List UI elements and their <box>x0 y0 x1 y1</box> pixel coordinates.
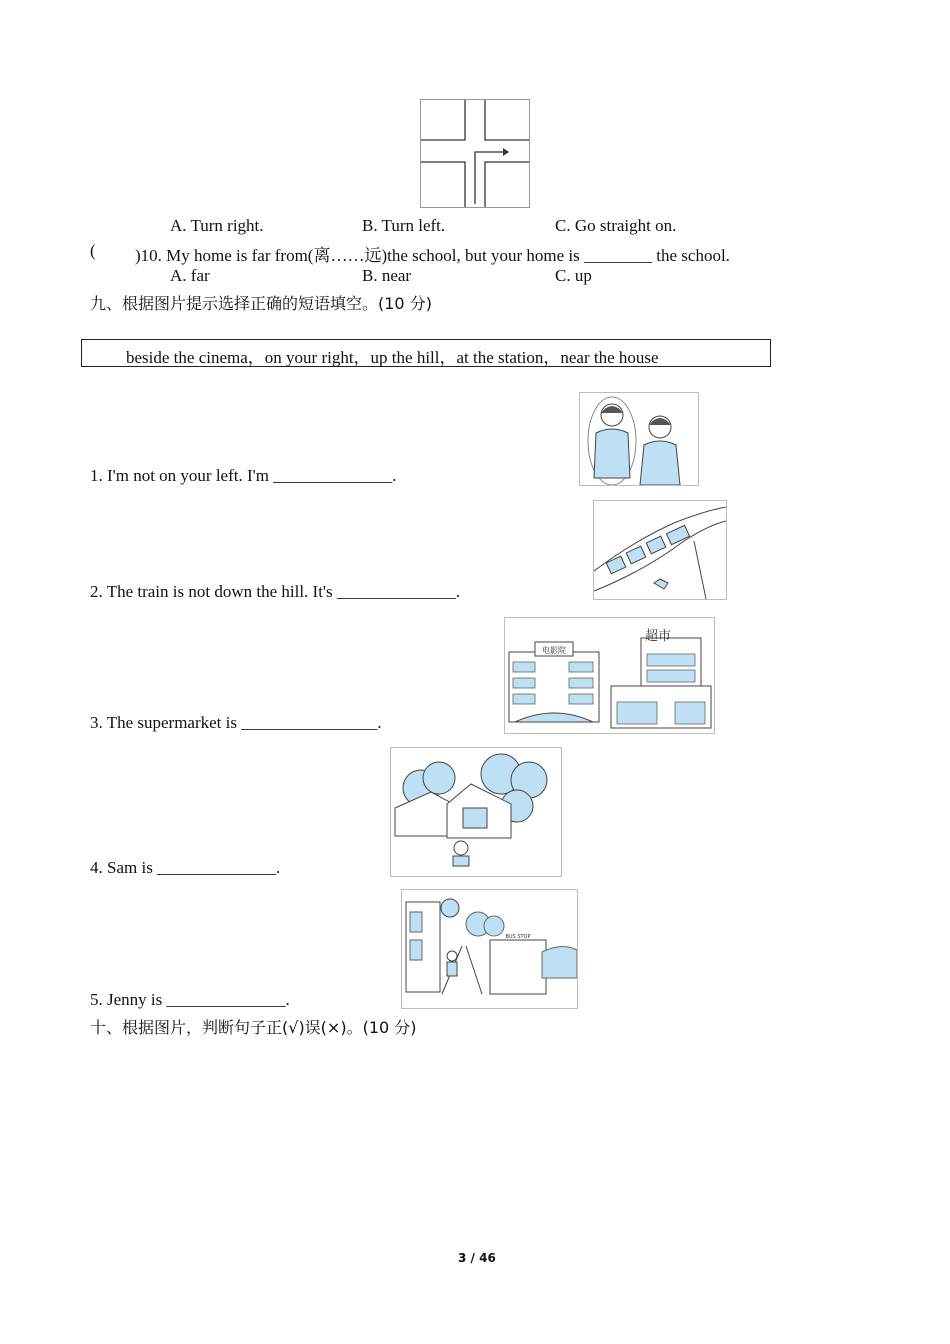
phrase-bank-box <box>81 339 771 367</box>
supermarket-sign: 超市 <box>645 629 672 644</box>
section9-item-5: 5. Jenny is ______________. <box>90 990 290 1009</box>
picture-cinema-supermarket <box>504 617 715 734</box>
q10-question: )10. My home is far from(离……远)the school, but your home is ________ the school. <box>135 246 730 265</box>
q9-option-b: B. Turn left. <box>362 216 446 235</box>
section9-item-1: 1. I'm not on your left. I'm ______________. <box>90 466 397 485</box>
picture-sam-house <box>390 747 562 877</box>
q10-bracket: ( <box>90 241 96 260</box>
phrase-bank-text: beside the cinema，on your right，up the hill，at the station，near the house <box>126 348 659 367</box>
q10-option-b: B. near <box>362 266 412 285</box>
section10-heading: 十、根据图片，判断句子正(√)误(×)。(10 分) <box>90 1018 417 1037</box>
page-number: 3 / 46 <box>458 1251 496 1265</box>
cinema-sign: 电影院 <box>542 646 566 655</box>
section9-item-4: 4. Sam is ______________. <box>90 858 281 877</box>
picture-jenny-station <box>401 889 578 1009</box>
bus-stop-sign: BUS STOP <box>505 934 531 940</box>
q10-option-a: A. far <box>170 266 210 285</box>
picture-two-boys <box>579 392 699 486</box>
turn-right-arrow-icon <box>421 100 529 207</box>
q9-option-c: C. Go straight on. <box>555 216 677 235</box>
section9-item-2: 2. The train is not down the hill. It's ______________. <box>90 582 461 601</box>
q10-option-c: C. up <box>555 266 592 285</box>
section9-item-3: 3. The supermarket is ________________. <box>90 713 382 732</box>
section9-heading: 九、根据图片提示选择正确的短语填空。(10 分) <box>90 294 432 313</box>
picture-train-hill <box>593 500 727 600</box>
q9-option-a: A. Turn right. <box>170 216 264 235</box>
crossroads-diagram <box>420 99 530 208</box>
